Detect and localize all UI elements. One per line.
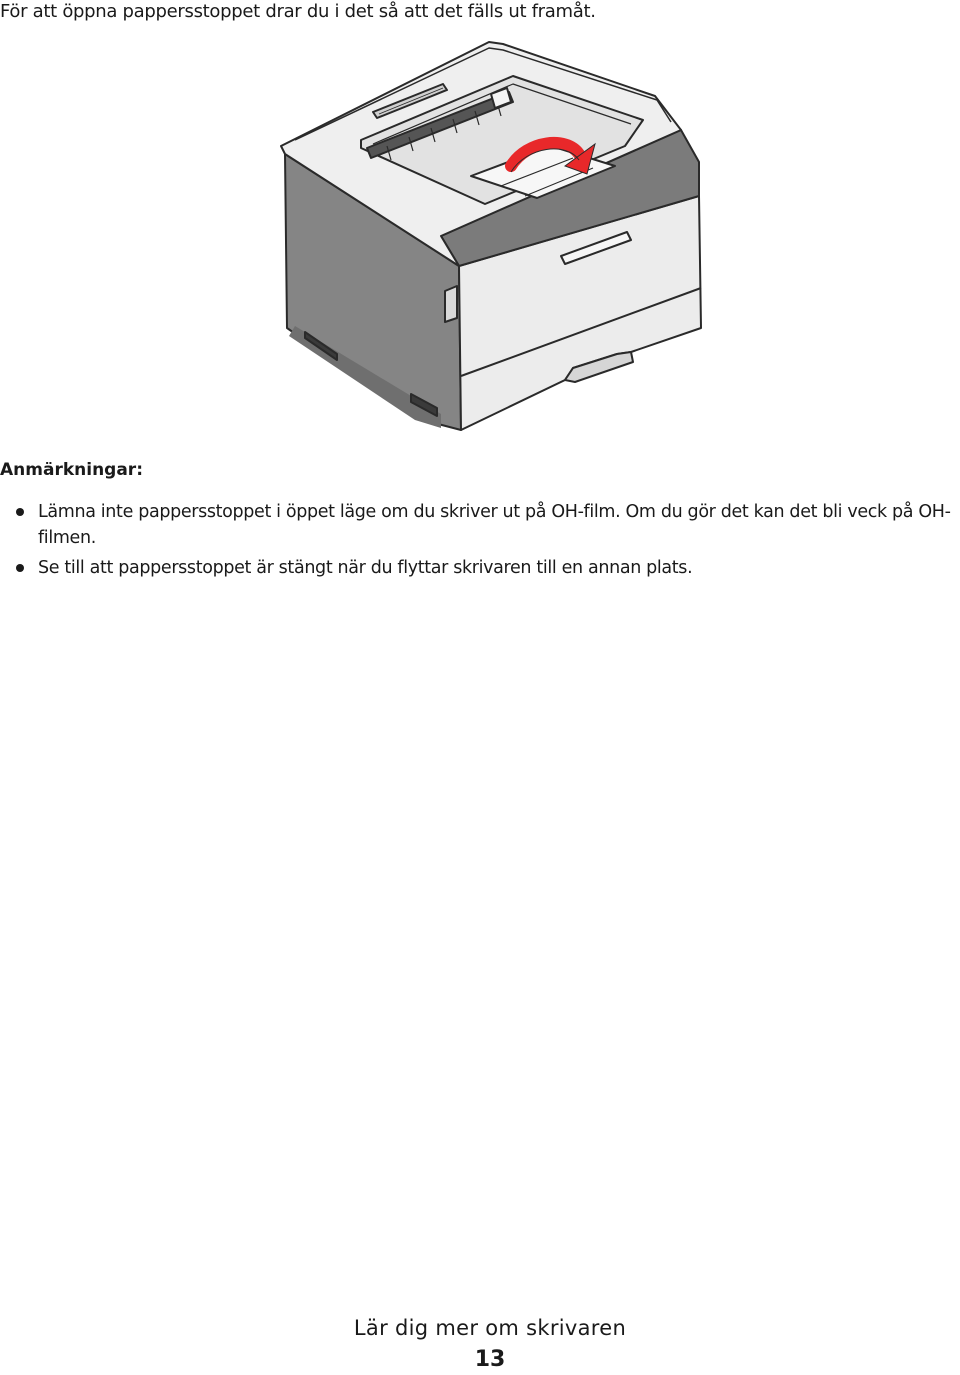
note-text: Lämna inte pappersstoppet i öppet läge om du skriver ut på OH-film. Om du gör det kan det bli veck på OH-filmen. xyxy=(38,502,951,548)
list-item xyxy=(0,499,960,551)
footer-section-title: Lär dig mer om skrivaren xyxy=(353,1316,627,1340)
notes-heading: Anmärkningar: xyxy=(0,460,143,480)
bullet-icon xyxy=(16,564,24,572)
notes-list xyxy=(0,499,960,585)
note-text: Se till att pappersstoppet är stängt när du flyttar skrivaren till en annan plats. xyxy=(38,558,693,578)
printer-icon xyxy=(275,36,707,436)
list-item xyxy=(0,555,960,581)
printer-illustration xyxy=(275,36,707,436)
intro-text: För att öppna pappersstoppet drar du i det så att det fälls ut framåt. xyxy=(0,1,596,22)
bullet-icon xyxy=(16,508,24,516)
page-number: 13 xyxy=(474,1347,506,1372)
